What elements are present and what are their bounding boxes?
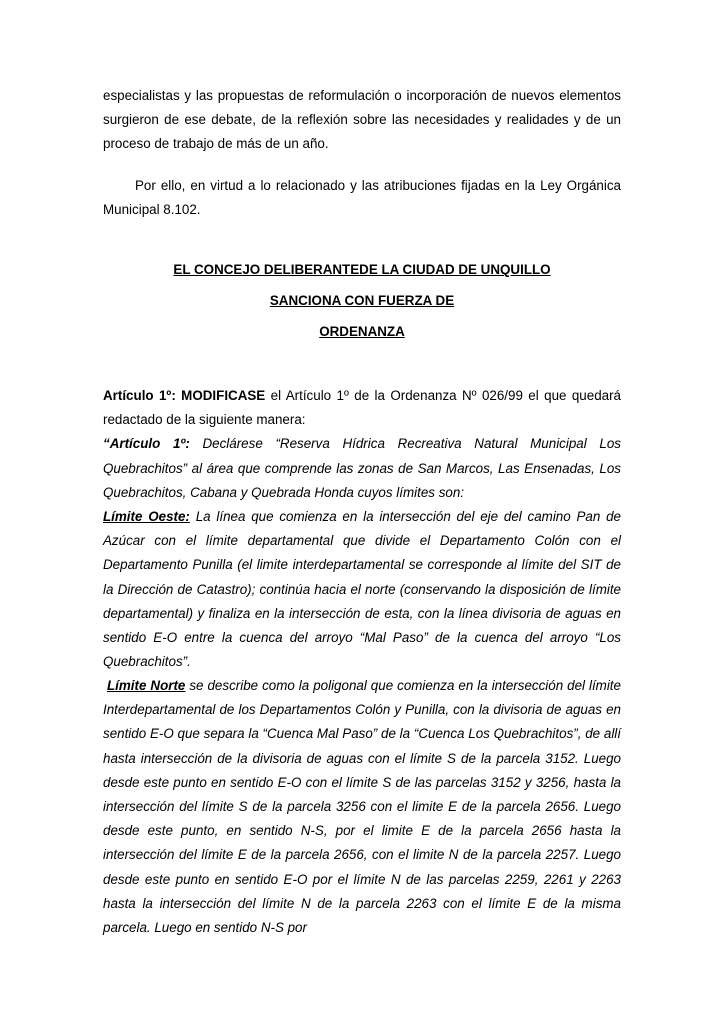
article-1-text [103, 384, 621, 432]
article-1-quote-body: Declárese “Reserva Hídrica Recreativa Natural Municipal Los Quebrachitos” al área que comprende las zonas de San Marcos, Las Ensenadas, Los Quebrachitos, Cabana y Quebrada Honda cuyos límites son: [103, 436, 621, 500]
limite-oeste-body: La línea que comienza en la intersección del eje del camino Pan de Azúcar con el límite departamental que divide el Departamento Colón con el Departamento Punilla (el limite interdepartamental se corresponde al límite del SIT de la Dirección de Catastro); continúa hacia el norte (conservando la disposición de límite departamental) y finaliza en la intersección de esta, con la línea divisoria de aguas en sentido E-O entre la cuenca del arroyo “Mal Paso” de la cuenca del arroyo “Los Quebrachitos”. [103, 509, 621, 670]
heading-concejo-text: EL CONCEJO DELIBERANTEDE LA CIUDAD DE UNQUILLO [173, 262, 551, 277]
heading-sanciona-text: SANCIONA CON FUERZA DE [269, 293, 455, 308]
limite-norte-text [103, 674, 621, 940]
limite-norte-label: Límite Norte [106, 678, 186, 693]
intro-paragraph [103, 84, 621, 157]
heading-sanciona [103, 289, 621, 313]
article-1-paragraph [103, 384, 621, 674]
heading-ordenanza [103, 320, 621, 344]
por-ello-paragraph [103, 174, 621, 222]
limite-norte-paragraph [103, 674, 621, 940]
heading-ordenanza-text: ORDENANZA [319, 324, 405, 339]
intro-paragraph-text: especialistas y las propuestas de reformulación o incorporación de nuevos elementos surgieron de ese debate, de la reflexión sobre las necesidades y realidades y de un proceso de trabajo de más de un año. [103, 88, 621, 152]
por-ello-text: Por ello, en virtud a lo relacionado y las atribuciones fijadas en la Ley Orgánica Municipal 8.102. [103, 178, 621, 218]
limite-norte-body: se describe como la poligonal que comienza en la intersección del límite Interdepartamental de los Departamentos Colón y Punilla, con la divisoria de aguas en sentido E-O que separa la “Cuenca Mal Paso” de la “Cuenca Los Quebrachitos”, de allí hasta intersección de la divisoria de aguas con el límite S de la parcela 3152. Luego desde este punto en sentido E-O con el límite S de las parcelas 3152 y 3256, hasta la intersección del límite S de la parcela 3256 con el limite E de la parcela 2656. Luego desde este punto, en sentido N-S, por el limite E de la parcela 2656 hasta la intersección del límite E de la parcela 2656, con el limite N de la parcela 2257. Luego desde este punto en sentido E-O por el límite N de las parcelas 2259, 2261 y 2263 hasta la intersección del límite N de la parcela 2263 con el límite E de la misma parcela. Luego en sentido N-S por [103, 678, 621, 936]
article-1-body: el Artículo 1º de la Ordenanza Nº 026/99 el que quedará redactado de la siguiente manera: [103, 388, 622, 428]
article-1-quote-label: “Artículo 1º: [103, 436, 190, 452]
limite-oeste-paragraph [103, 505, 621, 674]
heading-concejo [103, 258, 621, 282]
article-1-label: Artículo 1º: MODIFICASE [103, 388, 266, 403]
limite-oeste-label: Límite Oeste: [103, 509, 190, 525]
article-1-quote [103, 432, 621, 505]
